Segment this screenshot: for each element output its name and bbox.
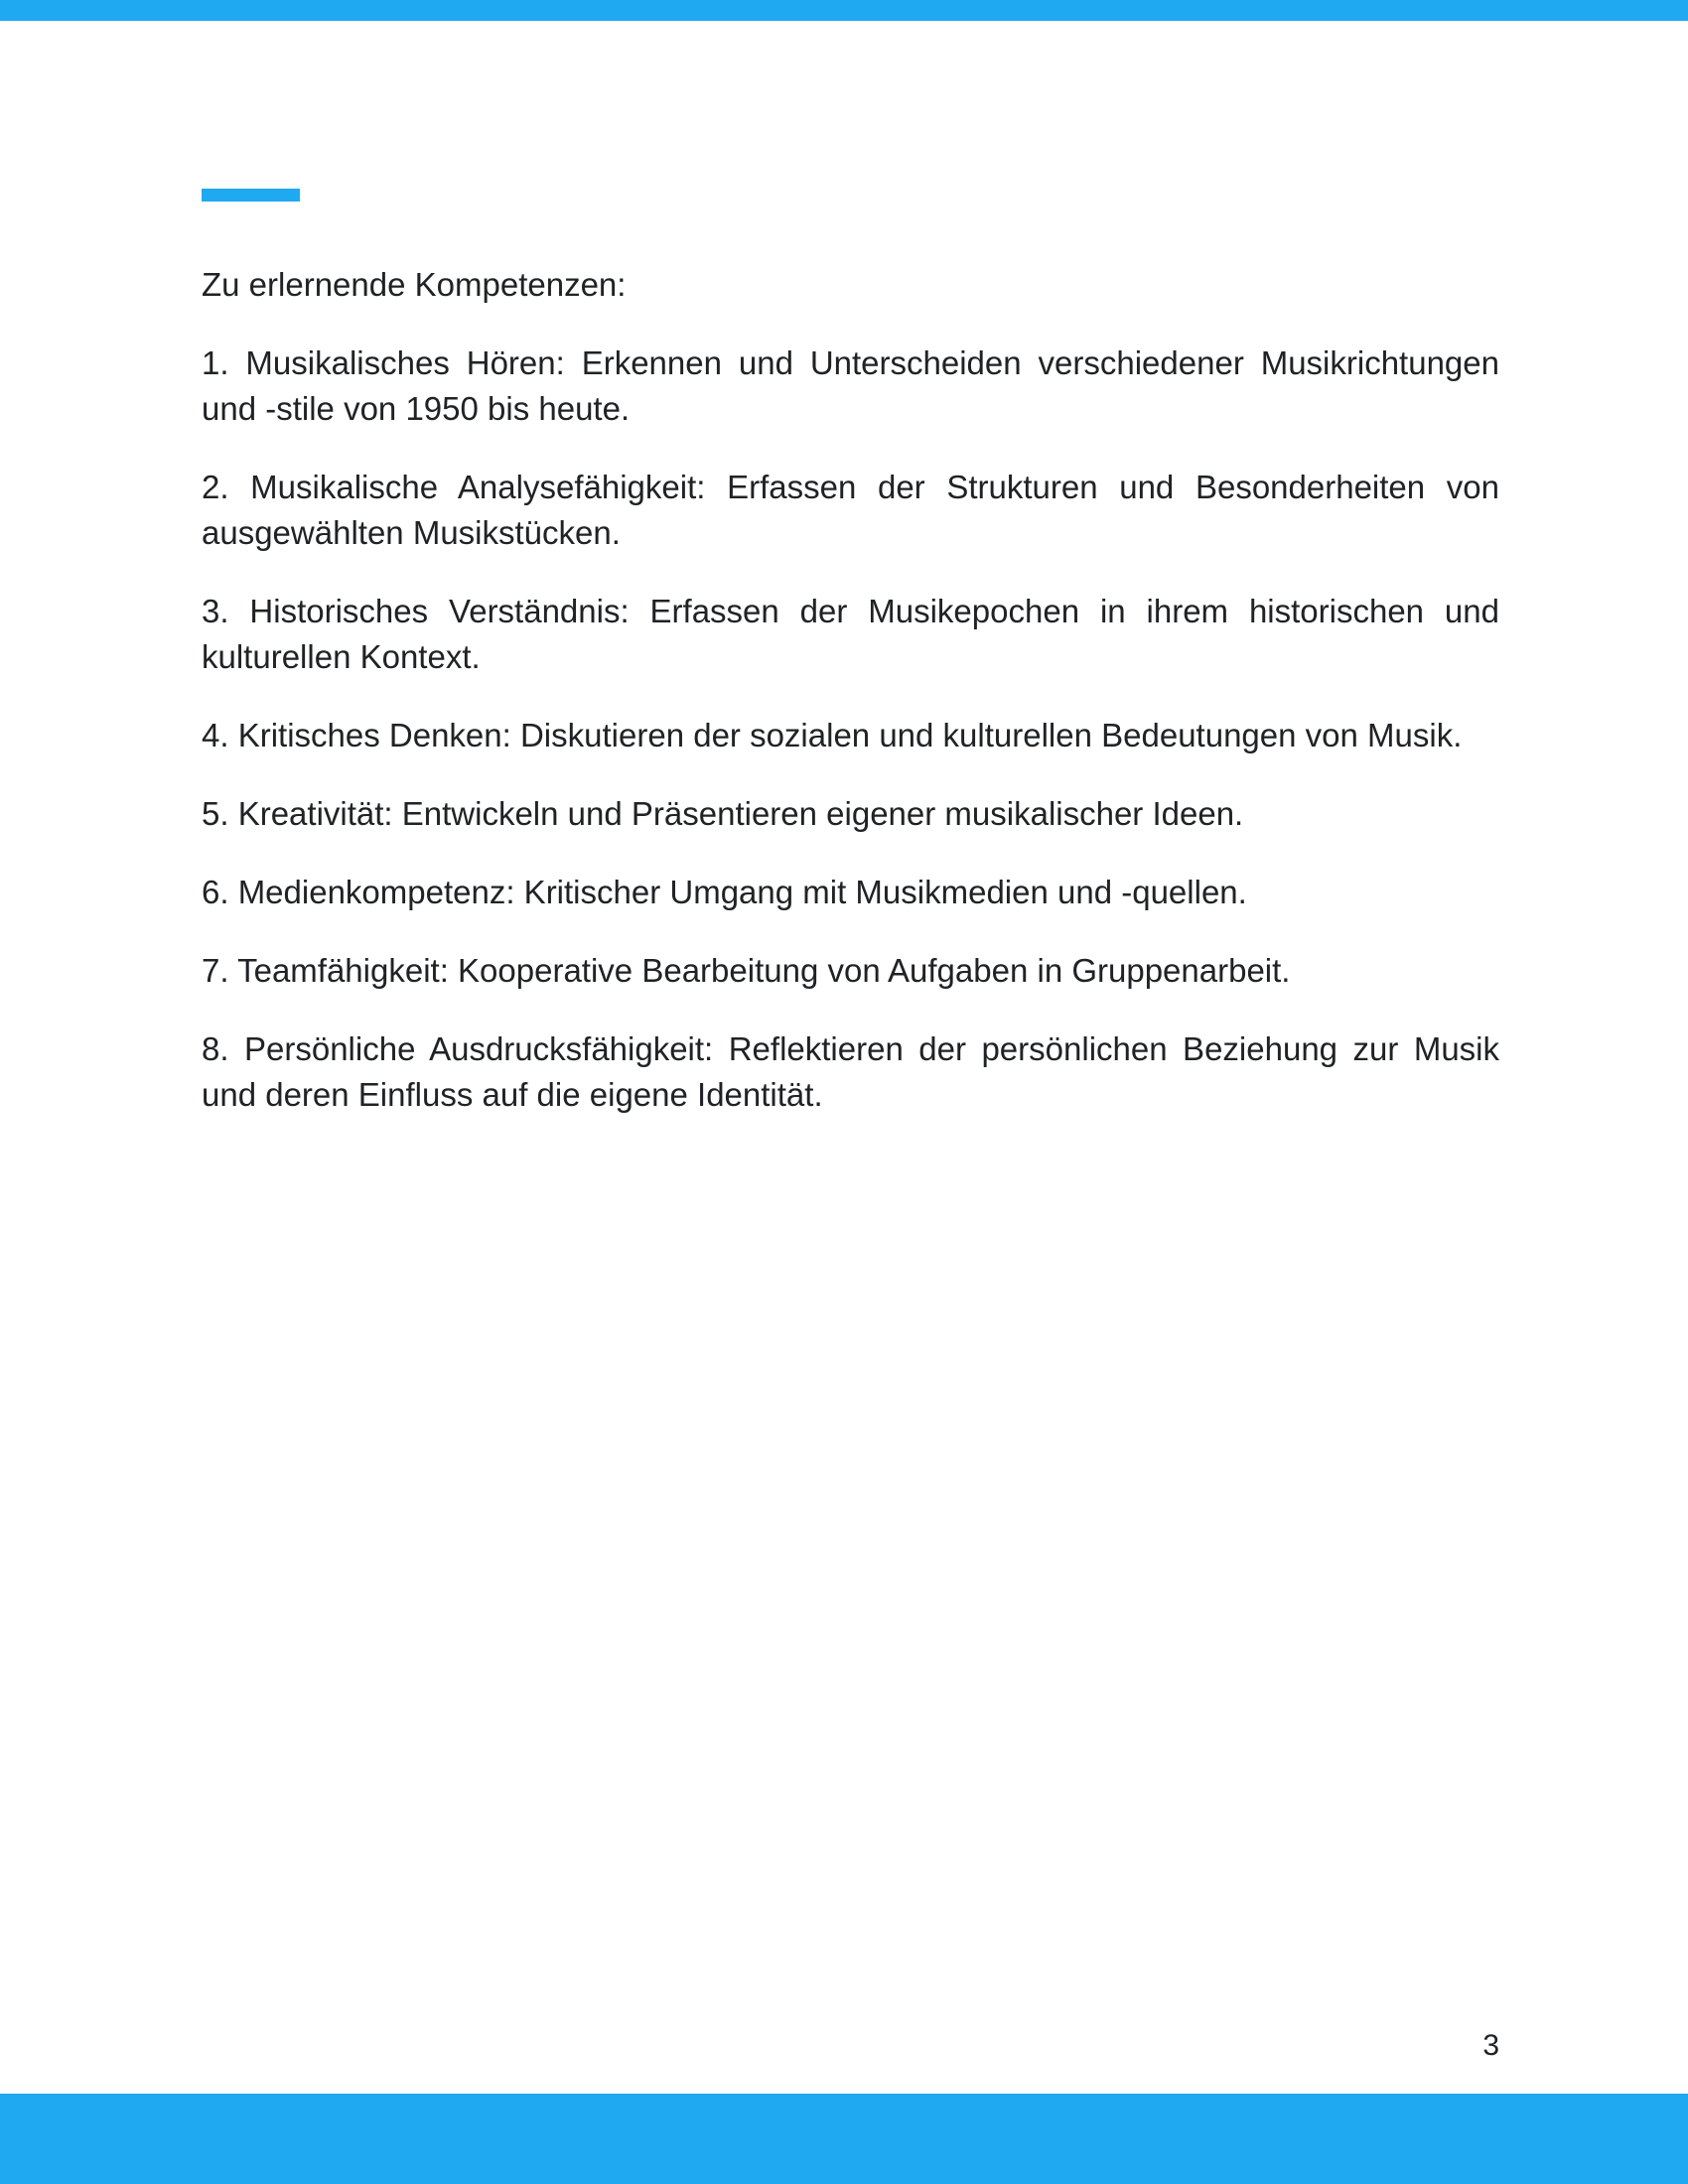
- competency-item-3: [202, 589, 1499, 680]
- text-line: 8. Persönliche Ausdrucksfähigkeit: Reflektieren der persönlichen Beziehung zur Musik: [202, 1030, 1499, 1067]
- competency-item-4: [202, 713, 1499, 758]
- text-line: 6. Medienkompetenz: Kritischer Umgang mit Musikmedien und -quellen.: [202, 874, 1247, 910]
- text-line: 2. Musikalische Analysefähigkeit: Erfassen der Strukturen und Besonderheiten von: [202, 469, 1499, 505]
- text-line: 1. Musikalisches Hören: Erkennen und Unterscheiden verschiedener Musikrichtungen: [202, 344, 1499, 381]
- text-line: 7. Teamfähigkeit: Kooperative Bearbeitung von Aufgaben in Gruppenarbeit.: [202, 952, 1291, 989]
- section-heading: Zu erlernende Kompetenzen:: [202, 266, 627, 303]
- text-line: ausgewählten Musikstücken.: [202, 514, 621, 551]
- competency-item-7: [202, 948, 1499, 994]
- text-line: 5. Kreativität: Entwickeln und Präsentieren eigener musikalischer Ideen.: [202, 795, 1244, 832]
- text-line: und -stile von 1950 bis heute.: [202, 390, 631, 427]
- footer-bar: [0, 2094, 1688, 2184]
- text-line: 4. Kritisches Denken: Diskutieren der sozialen und kulturellen Bedeutungen von Musik.: [202, 717, 1463, 753]
- competency-item-5: [202, 791, 1499, 837]
- page-number: 3: [1482, 2029, 1499, 2062]
- competency-item-6: [202, 870, 1499, 915]
- competency-item-1: [202, 341, 1499, 432]
- text-line: kulturellen Kontext.: [202, 638, 481, 675]
- text-line: 3. Historisches Verständnis: Erfassen der Musikepochen in ihrem historischen und: [202, 593, 1499, 629]
- header-bar: [0, 0, 1688, 21]
- text-line: und deren Einfluss auf die eigene Identität.: [202, 1076, 823, 1113]
- content-area: [202, 262, 1499, 1118]
- competency-item-8: [202, 1026, 1499, 1118]
- competency-item-2: [202, 465, 1499, 556]
- accent-dash: [202, 189, 300, 202]
